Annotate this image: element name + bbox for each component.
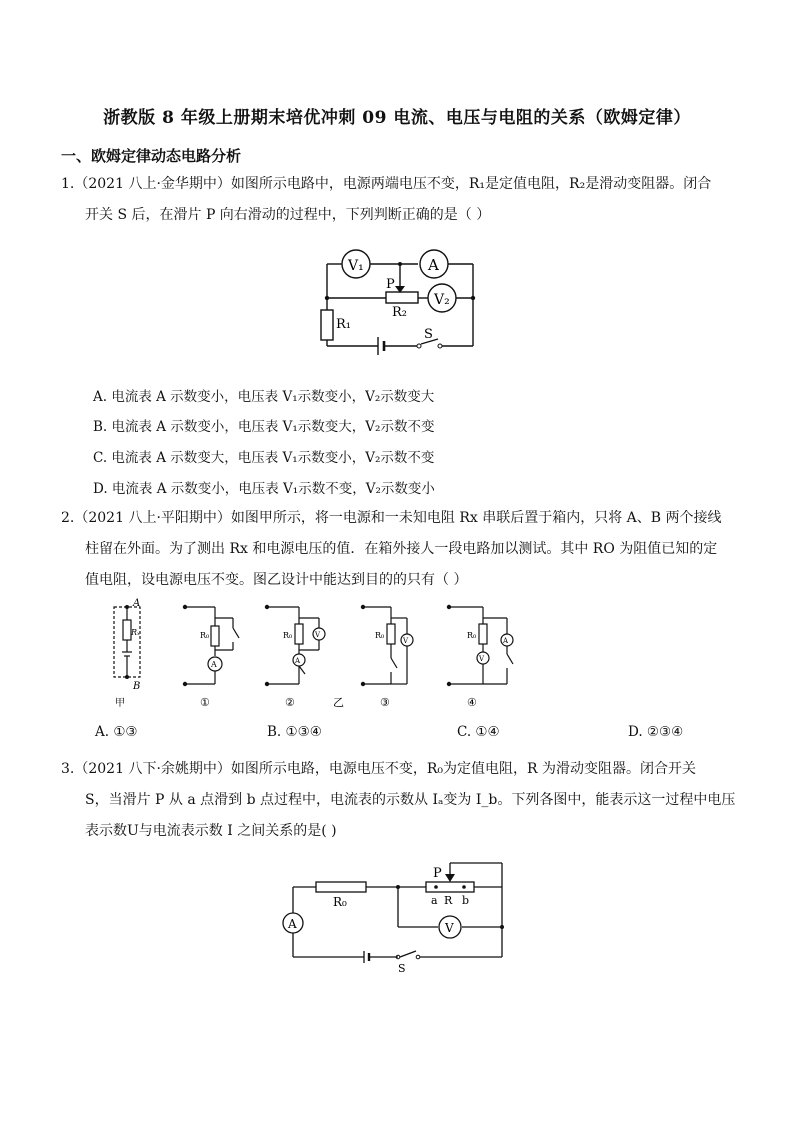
figure-jia-label: 甲 xyxy=(115,698,125,709)
question-source: （2021 八上·平阳期中） xyxy=(74,510,231,526)
voltmeter-v2-label: V₂ xyxy=(434,292,450,308)
figure-4-label: ④ xyxy=(467,696,477,709)
figure-3-label: ③ xyxy=(380,696,390,709)
voltmeter-v1-label: V₁ xyxy=(348,258,364,274)
resistor-r0-label: R₀ xyxy=(333,895,347,909)
ammeter-label: A xyxy=(503,637,509,645)
end-a-label: a xyxy=(431,894,438,907)
end-b-label: b xyxy=(462,894,470,907)
circuit-figure-q1 xyxy=(300,240,500,360)
question-text-line: 开关 S 后，在滑片 P 向右滑动的过程中，下列判断正确的是（ ） xyxy=(85,207,491,223)
circuit-figure-q3 xyxy=(278,855,518,975)
question-text-line: 柱留在外面。为了测出 Rx 和电源电压的值．在箱外接人一段电路加以测试。其中 RO 为阻值已知的定 xyxy=(85,541,718,557)
option-d: D. 电流表 A 示数变小，电压表 V₁示数不变，V₂示数变小 xyxy=(93,481,435,497)
voltmeter-label: V xyxy=(445,921,454,935)
voltmeter-label: V xyxy=(403,637,409,645)
question-text-line: 如图甲所示，将一电源和一未知电阻 Rx 串联后置于箱内，只将 A、B 两个接线 xyxy=(230,510,722,526)
question-text-line: 如图所示电路，电源电压不变，R₀为定值电阻，R 为滑动变阻器。闭合开关 xyxy=(230,761,697,777)
section-heading: 一、欧姆定律动态电路分析 xyxy=(61,147,242,165)
question-1 xyxy=(61,169,741,231)
switch-label: S xyxy=(424,327,433,342)
switch-label: S xyxy=(398,962,406,975)
option-d: D. ②③④ xyxy=(628,724,684,740)
question-text-line: 值电阻，设电源电压不变。图乙设计中能达到目的的只有（ ） xyxy=(85,572,468,588)
voltmeter-label: V xyxy=(479,655,485,663)
figure-2-label: ② xyxy=(285,696,295,709)
terminal-a-label: A xyxy=(133,598,141,609)
slider-p-label: P xyxy=(433,866,442,881)
question-text-line: 表示数U与电流表示数 I 之间关系的是( ) xyxy=(85,823,337,839)
figure-yi-label: 乙 xyxy=(333,696,344,709)
page-title: 浙教版 8 年级上册期末培优冲刺 09 电流、电压与电阻的关系（欧姆定律） xyxy=(103,108,691,128)
question-text-line: S，当滑片 P 从 a 点滑到 b 点过程中，电流表的示数从 Iₐ变为 I_b。下列各图中，能表示这一过程中电压 xyxy=(85,792,736,808)
slider-p-label: P xyxy=(386,277,395,292)
voltmeter-label: V xyxy=(315,631,321,639)
r0-label: R₀ xyxy=(283,631,293,640)
option-b: B. ①③④ xyxy=(267,724,322,740)
ammeter-label: A xyxy=(211,660,217,669)
question-source: （2021 八下·余姚期中） xyxy=(74,761,231,777)
option-b: B. 电流表 A 示数变小，电压表 V₁示数变大，V₂示数不变 xyxy=(93,419,435,435)
resistor-rx-label: Rₓ xyxy=(131,628,140,637)
question-text-line: 如图所示电路中，电源两端电压不变，R₁是定值电阻，R₂是滑动变阻器。闭合 xyxy=(230,176,712,192)
option-c: C. ①④ xyxy=(457,724,500,740)
question-2 xyxy=(61,503,741,596)
resistor-r2-label: R₂ xyxy=(392,305,407,320)
ammeter-label: A xyxy=(295,657,301,665)
question-number: 3. xyxy=(61,761,75,777)
terminal-b-label: B xyxy=(133,681,141,692)
r0-label: R₀ xyxy=(375,631,385,640)
resistor-r1-label: R₁ xyxy=(336,317,351,332)
question-number: 1. xyxy=(61,176,75,192)
option-a: A. ①③ xyxy=(95,724,138,740)
option-c: C. 电流表 A 示数变大，电压表 V₁示数变小，V₂示数不变 xyxy=(93,450,435,466)
circuit-figures-q2 xyxy=(105,598,535,716)
question-number: 2. xyxy=(61,510,75,526)
option-a: A. 电流表 A 示数变小，电压表 V₁示数变小，V₂示数变大 xyxy=(93,389,435,405)
question-source: （2021 八上·金华期中） xyxy=(74,176,231,192)
r0-label: R₀ xyxy=(467,631,477,640)
figure-1-label: ① xyxy=(200,696,210,709)
question-3 xyxy=(61,754,741,847)
r0-label: R₀ xyxy=(200,631,210,640)
ammeter-label: A xyxy=(288,917,297,931)
rheostat-r-label: R xyxy=(444,894,453,907)
ammeter-label: A xyxy=(428,256,439,274)
